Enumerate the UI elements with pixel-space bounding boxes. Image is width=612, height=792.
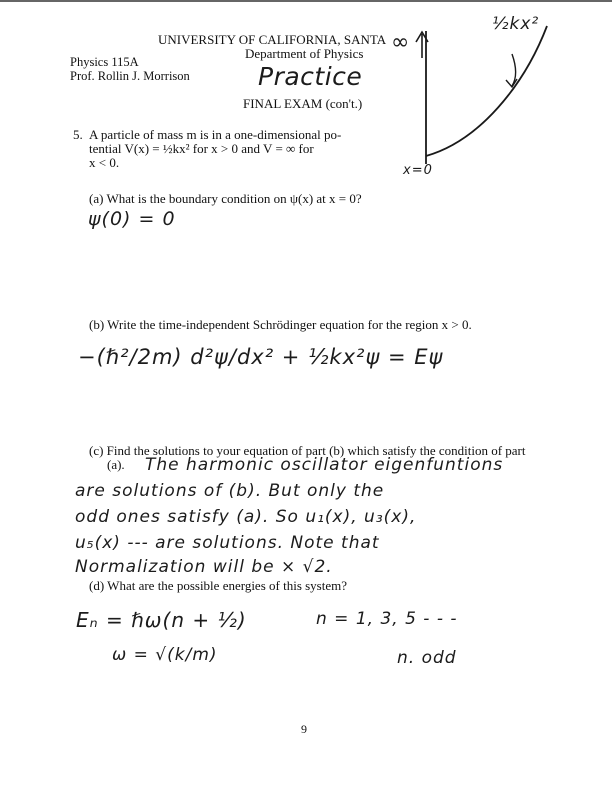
part-d-omega-answer: ω = √(k/m): [112, 645, 218, 665]
part-c-answer-line2: are solutions of (b). But only the: [75, 481, 385, 501]
department-name: Department of Physics: [245, 46, 364, 61]
part-d-n-values: n = 1, 3, 5 - - -: [316, 609, 458, 629]
course-name: Physics 115A: [70, 55, 139, 69]
part-d-question: (d) What are the possible energies of this system?: [89, 578, 348, 593]
university-name: UNIVERSITY OF CALIFORNIA, SANTA: [158, 32, 387, 47]
part-c-answer-line1: The harmonic oscillator eigenfuntions: [145, 455, 504, 475]
part-d-n-odd: n. odd: [397, 648, 457, 668]
exam-title: FINAL EXAM (con't.): [243, 96, 363, 111]
part-b-answer: −(ℏ²/2m) d²ψ/dx² + ½kx²ψ = Eψ: [78, 345, 444, 369]
potential-label: ½kx²: [492, 14, 540, 34]
part-d-energy-answer: Eₙ = ℏω(n + ½): [76, 608, 247, 632]
page-number: 9: [301, 722, 307, 736]
problem-statement-line2: tential V(x) = ½kx² for x > 0 and V = ∞ for: [89, 141, 314, 156]
top-border: [0, 0, 612, 2]
part-a-question: (a) What is the boundary condition on ψ(x) at x = 0?: [89, 191, 362, 206]
problem-number: 5.: [73, 127, 83, 142]
part-b-question: (b) Write the time-independent Schrödinger equation for the region x > 0.: [89, 317, 472, 332]
parabola-curve: [426, 26, 547, 156]
infinity-label: ∞: [391, 30, 411, 55]
part-c-answer-line4: u₅(x) --- are solutions. Note that: [75, 533, 380, 553]
part-a-answer: ψ(0) = 0: [88, 208, 176, 230]
problem-statement-line3: x < 0.: [89, 155, 120, 170]
practice-note: Practice: [258, 62, 363, 91]
professor-name: Prof. Rollin J. Morrison: [70, 69, 190, 83]
part-c-question-line1: (c) Find the solutions to your equation of part (b) which satisfy the condition of part: [89, 443, 526, 458]
part-c-answer-line5: Normalization will be × √2.: [75, 557, 333, 577]
origin-label: x=0: [403, 163, 433, 178]
part-c-answer-line3: odd ones satisfy (a). So u₁(x), u₃(x),: [75, 507, 417, 527]
part-c-question-line2: (a).: [107, 457, 125, 472]
problem-statement-line1: A particle of mass m is in a one-dimensional po-: [89, 127, 342, 142]
